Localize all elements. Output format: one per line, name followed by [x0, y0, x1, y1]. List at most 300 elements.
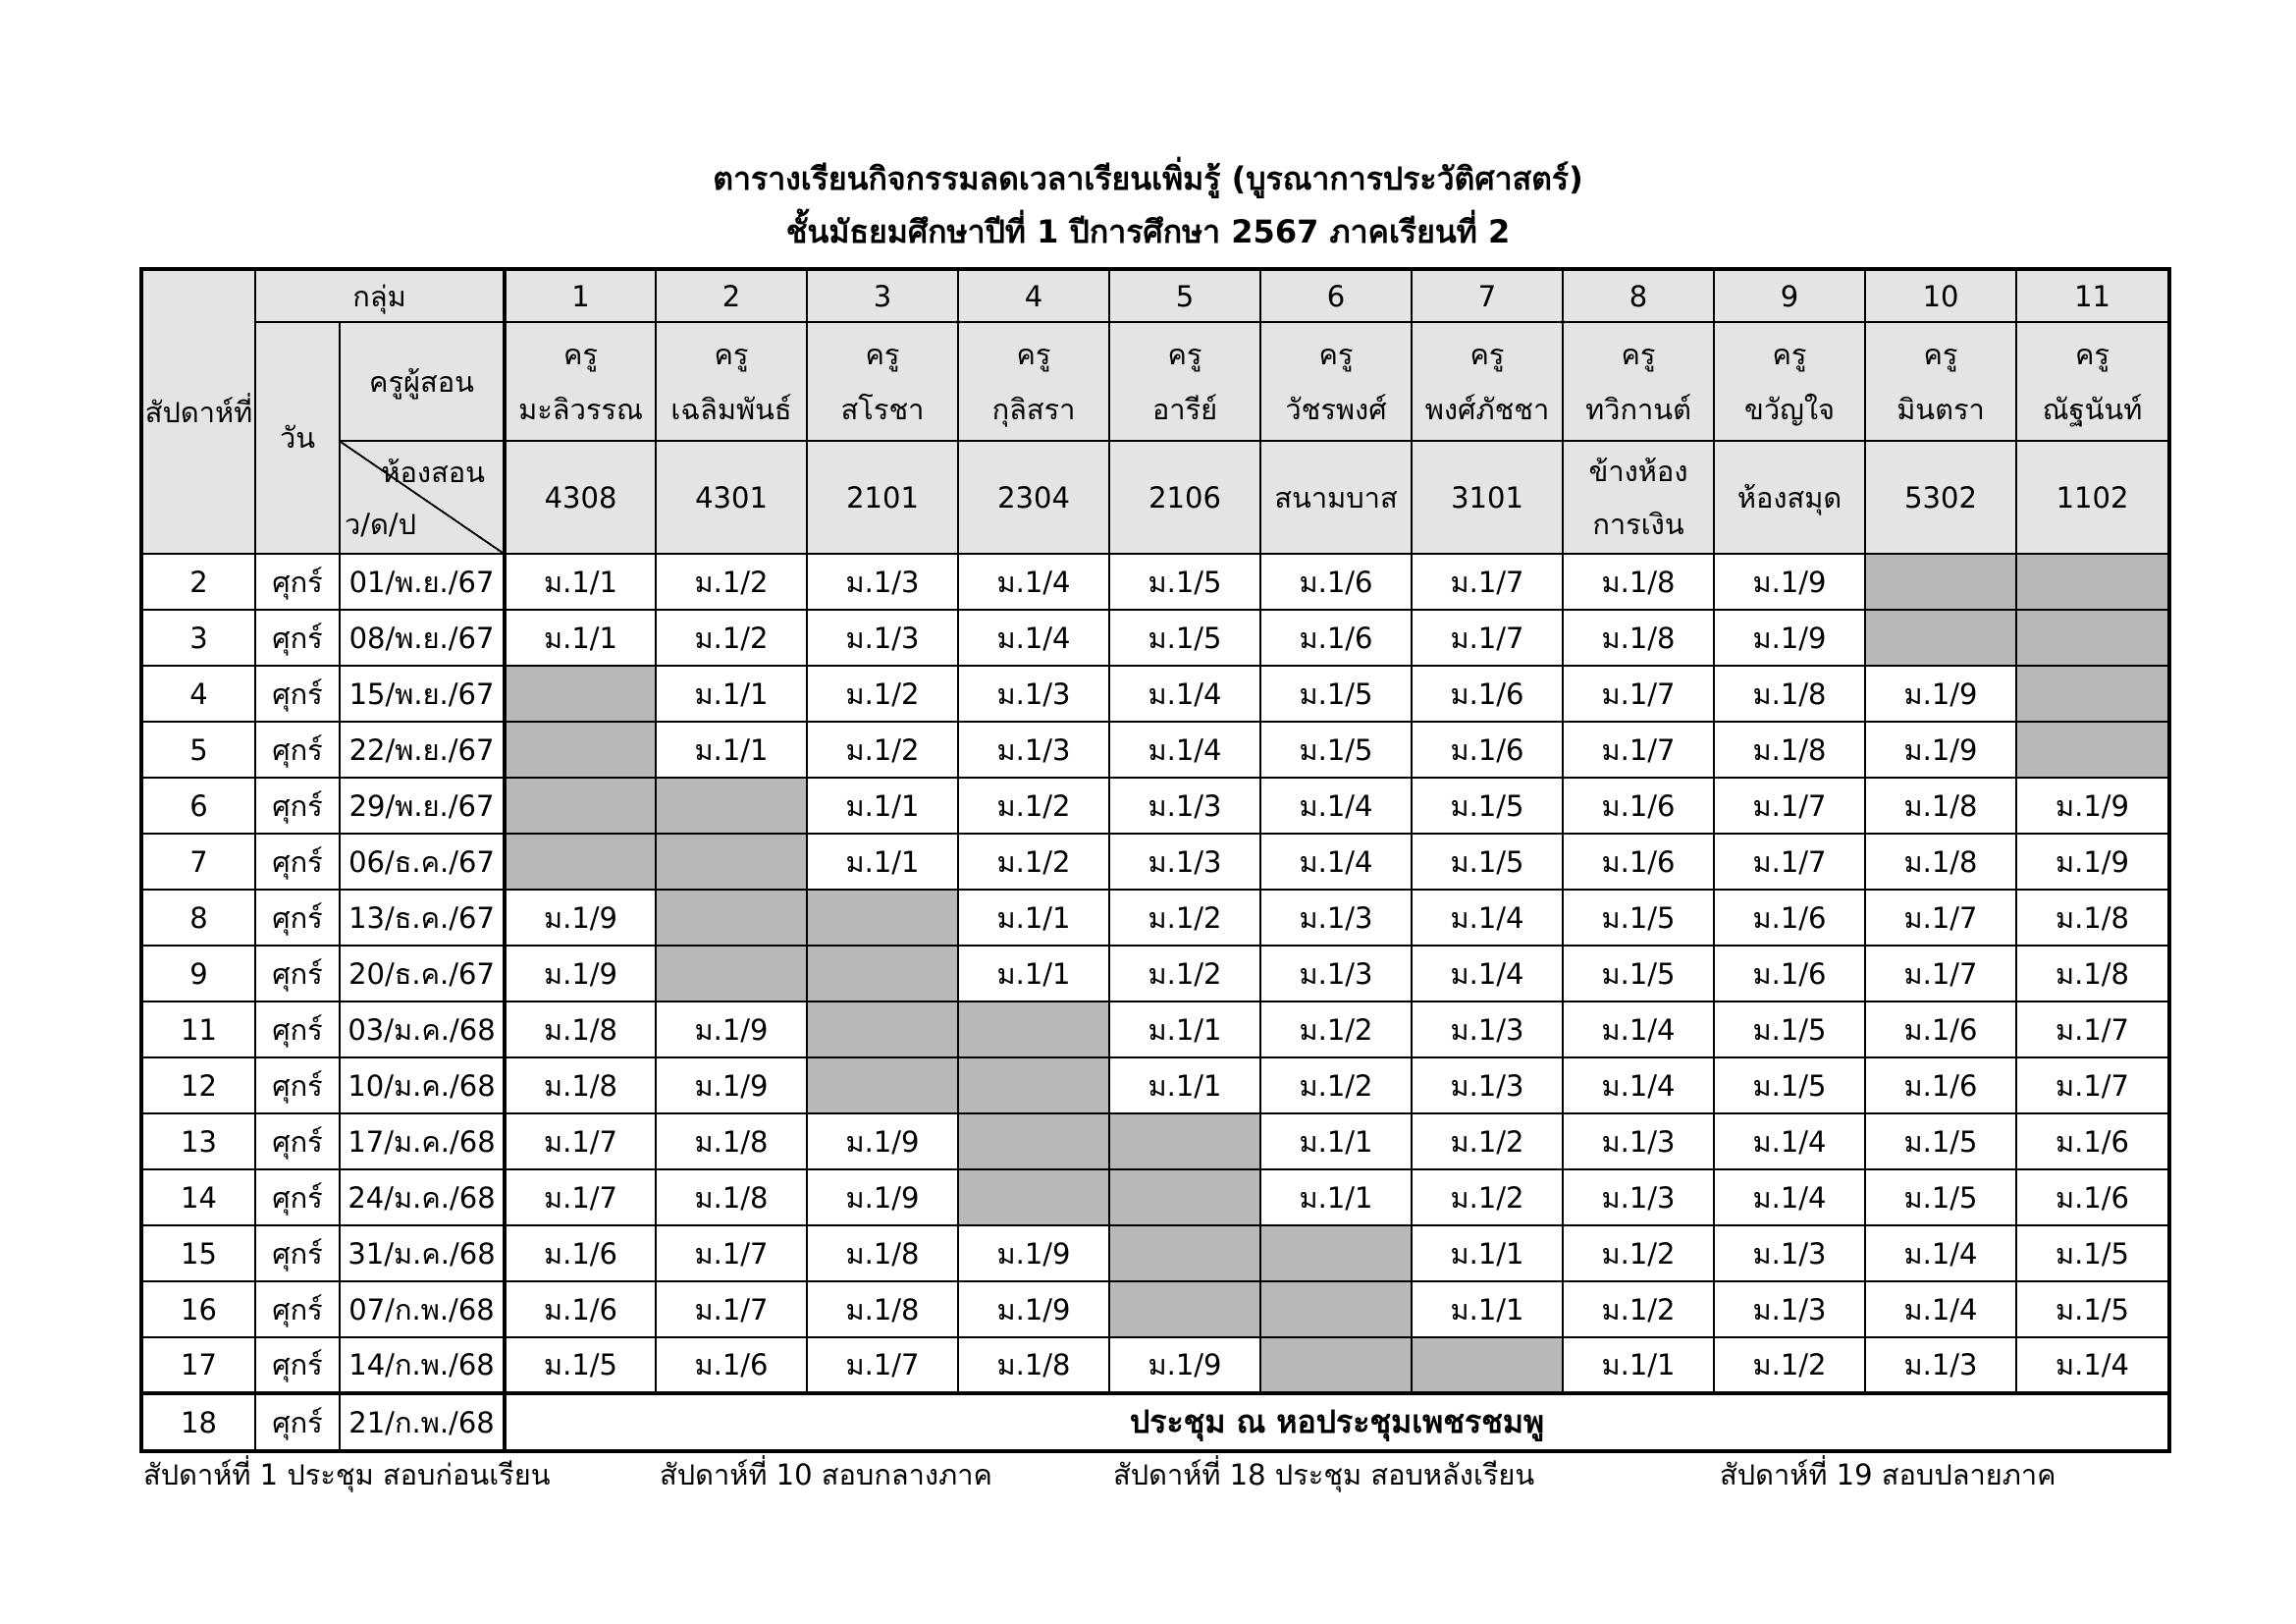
class-cell: ม.1/5	[1714, 1057, 1865, 1113]
class-cell: ม.1/4	[1109, 722, 1260, 778]
group-number: 5	[1109, 269, 1260, 322]
schedule-table	[139, 267, 2171, 1453]
header-teacher: ครูผู้สอน	[340, 322, 505, 441]
class-cell: ม.1/6	[1714, 946, 1865, 1001]
class-cell: ม.1/3	[958, 666, 1109, 722]
empty-slot	[1412, 1337, 1563, 1393]
group-number: 9	[1714, 269, 1865, 322]
teacher-prefix: ครู	[1167, 337, 1202, 371]
table-row	[141, 1169, 2169, 1225]
class-cell: ม.1/9	[656, 1057, 807, 1113]
class-cell: ม.1/1	[1412, 1225, 1563, 1281]
class-cell: ม.1/4	[1714, 1169, 1865, 1225]
day-cell: ศุกร์	[255, 946, 340, 1001]
table-row	[141, 1281, 2169, 1337]
room-cell: ห้องสมุด	[1714, 441, 1865, 554]
room-cell: 5302	[1865, 441, 2016, 554]
class-cell: ม.1/8	[1563, 554, 1714, 610]
date-cell: 13/ธ.ค./67	[340, 890, 505, 946]
header-group: กลุ่ม	[255, 269, 505, 322]
class-cell: ม.1/5	[1412, 778, 1563, 834]
class-cell: ม.1/6	[656, 1337, 807, 1393]
class-cell: ม.1/3	[1563, 1169, 1714, 1225]
table-row	[141, 722, 2169, 778]
class-cell: ม.1/9	[807, 1169, 958, 1225]
class-cell: ม.1/5	[505, 1337, 656, 1393]
date-cell: 06/ธ.ค./67	[340, 834, 505, 890]
class-cell: ม.1/6	[1260, 610, 1412, 666]
class-cell: ม.1/3	[807, 554, 958, 610]
date-cell: 10/ม.ค./68	[340, 1057, 505, 1113]
day-cell: ศุกร์	[255, 1281, 340, 1337]
class-cell: ม.1/5	[1865, 1169, 2016, 1225]
teacher-name: สโรชา	[840, 392, 925, 426]
day-cell: ศุกร์	[255, 610, 340, 666]
table-row	[141, 1001, 2169, 1057]
week-cell: 2	[141, 554, 255, 610]
class-cell: ม.1/3	[1109, 778, 1260, 834]
table-row	[141, 1225, 2169, 1281]
teacher-name: ขวัญใจ	[1744, 392, 1835, 426]
class-cell: ม.1/4	[1714, 1113, 1865, 1169]
class-cell: ม.1/6	[1865, 1057, 2016, 1113]
class-cell: ม.1/8	[1714, 722, 1865, 778]
class-cell: ม.1/7	[656, 1225, 807, 1281]
day-cell: ศุกร์	[255, 778, 340, 834]
class-cell: ม.1/2	[656, 554, 807, 610]
day-cell: ศุกร์	[255, 1393, 340, 1451]
footer-note-week1: สัปดาห์ที่ 1 ประชุม สอบก่อนเรียน	[143, 1458, 551, 1491]
class-cell: ม.1/1	[1109, 1001, 1260, 1057]
class-cell: ม.1/8	[505, 1001, 656, 1057]
room-cell: 3101	[1412, 441, 1563, 554]
class-cell: ม.1/9	[807, 1113, 958, 1169]
week-cell: 12	[141, 1057, 255, 1113]
class-cell: ม.1/7	[1563, 722, 1714, 778]
header-row-groups	[141, 269, 2169, 322]
class-cell: ม.1/5	[1260, 666, 1412, 722]
week-cell: 4	[141, 666, 255, 722]
class-cell: ม.1/2	[1260, 1001, 1412, 1057]
group-number: 3	[807, 269, 958, 322]
class-cell: ม.1/7	[1865, 890, 2016, 946]
class-cell: ม.1/5	[1563, 946, 1714, 1001]
week-cell: 18	[141, 1393, 255, 1451]
class-cell: ม.1/5	[2016, 1225, 2169, 1281]
empty-slot	[656, 890, 807, 946]
class-cell: ม.1/5	[1109, 610, 1260, 666]
week-cell: 6	[141, 778, 255, 834]
class-cell: ม.1/6	[1260, 554, 1412, 610]
teacher-name: ทวิกานต์	[1585, 392, 1691, 426]
teacher-cell	[2016, 322, 2169, 441]
class-cell: ม.1/6	[2016, 1113, 2169, 1169]
day-cell: ศุกร์	[255, 554, 340, 610]
class-cell: ม.1/6	[1714, 890, 1865, 946]
class-cell: ม.1/6	[1412, 666, 1563, 722]
room-cell: 4308	[505, 441, 656, 554]
class-cell: ม.1/2	[1412, 1113, 1563, 1169]
class-cell: ม.1/3	[807, 610, 958, 666]
class-cell: ม.1/1	[1109, 1057, 1260, 1113]
class-cell: ม.1/8	[1563, 610, 1714, 666]
week-cell: 5	[141, 722, 255, 778]
teacher-name: ณัฐนันท์	[2042, 392, 2143, 426]
class-cell: ม.1/4	[1865, 1225, 2016, 1281]
class-cell: ม.1/4	[958, 610, 1109, 666]
group-number: 4	[958, 269, 1109, 322]
empty-slot	[505, 834, 656, 890]
class-cell: ม.1/9	[1865, 722, 2016, 778]
class-cell: ม.1/3	[958, 722, 1109, 778]
class-cell: ม.1/8	[1865, 778, 2016, 834]
teacher-name: กุลิสรา	[991, 392, 1076, 426]
week-cell: 3	[141, 610, 255, 666]
class-cell: ม.1/2	[958, 834, 1109, 890]
class-cell: ม.1/9	[505, 946, 656, 1001]
empty-slot	[2016, 610, 2169, 666]
class-cell: ม.1/4	[1109, 666, 1260, 722]
class-cell: ม.1/3	[1714, 1225, 1865, 1281]
class-cell: ม.1/4	[1412, 946, 1563, 1001]
empty-slot	[656, 946, 807, 1001]
room-cell: 1102	[2016, 441, 2169, 554]
empty-slot	[656, 834, 807, 890]
week-cell: 11	[141, 1001, 255, 1057]
class-cell: ม.1/6	[505, 1281, 656, 1337]
empty-slot	[2016, 666, 2169, 722]
class-cell: ม.1/8	[656, 1169, 807, 1225]
empty-slot	[958, 1057, 1109, 1113]
day-cell: ศุกร์	[255, 834, 340, 890]
class-cell: ม.1/9	[1109, 1337, 1260, 1393]
class-cell: ม.1/9	[1865, 666, 2016, 722]
class-cell: ม.1/5	[1260, 722, 1412, 778]
date-cell: 29/พ.ย./67	[340, 778, 505, 834]
table-row	[141, 554, 2169, 610]
teacher-cell	[1109, 322, 1260, 441]
class-cell: ม.1/1	[656, 722, 807, 778]
table-row	[141, 946, 2169, 1001]
empty-slot	[2016, 554, 2169, 610]
class-cell: ม.1/4	[1260, 834, 1412, 890]
group-number: 7	[1412, 269, 1563, 322]
class-cell: ม.1/2	[1412, 1169, 1563, 1225]
day-cell: ศุกร์	[255, 1169, 340, 1225]
class-cell: ม.1/5	[1865, 1113, 2016, 1169]
class-cell: ม.1/4	[1260, 778, 1412, 834]
teacher-prefix: ครู	[1621, 337, 1656, 371]
class-cell: ม.1/5	[1563, 890, 1714, 946]
teacher-prefix: ครู	[1469, 337, 1505, 371]
class-cell: ม.1/8	[656, 1113, 807, 1169]
date-cell: 14/ก.พ./68	[340, 1337, 505, 1393]
day-cell: ศุกร์	[255, 1113, 340, 1169]
class-cell: ม.1/6	[1563, 778, 1714, 834]
class-cell: ม.1/6	[2016, 1169, 2169, 1225]
teacher-prefix: ครู	[1923, 337, 1958, 371]
class-cell: ม.1/3	[1714, 1281, 1865, 1337]
week-cell: 15	[141, 1225, 255, 1281]
day-cell: ศุกร์	[255, 666, 340, 722]
class-cell: ม.1/4	[1865, 1281, 2016, 1337]
date-cell: 31/ม.ค./68	[340, 1225, 505, 1281]
class-cell: ม.1/8	[1714, 666, 1865, 722]
table-row	[141, 1057, 2169, 1113]
footer-note-week18: สัปดาห์ที่ 18 ประชุม สอบหลังเรียน	[1113, 1458, 1535, 1491]
class-cell: ม.1/6	[1412, 722, 1563, 778]
teacher-cell	[1563, 322, 1714, 441]
teacher-cell	[505, 322, 656, 441]
class-cell: ม.1/3	[1260, 946, 1412, 1001]
empty-slot	[958, 1113, 1109, 1169]
class-cell: ม.1/7	[2016, 1001, 2169, 1057]
class-cell: ม.1/7	[505, 1113, 656, 1169]
class-cell: ม.1/2	[807, 722, 958, 778]
empty-slot	[1109, 1281, 1260, 1337]
class-cell: ม.1/8	[2016, 946, 2169, 1001]
class-cell: ม.1/1	[1412, 1281, 1563, 1337]
header-row-rooms	[141, 441, 2169, 554]
week-cell: 9	[141, 946, 255, 1001]
class-cell: ม.1/2	[1260, 1057, 1412, 1113]
empty-slot	[1865, 610, 2016, 666]
empty-slot	[656, 778, 807, 834]
room-cell: สนามบาส	[1260, 441, 1412, 554]
teacher-cell	[656, 322, 807, 441]
class-cell: ม.1/8	[2016, 890, 2169, 946]
class-cell: ม.1/3	[1563, 1113, 1714, 1169]
class-cell: ม.1/3	[1412, 1001, 1563, 1057]
teacher-name: อารีย์	[1151, 392, 1218, 426]
empty-slot	[1109, 1113, 1260, 1169]
class-cell: ม.1/7	[1412, 610, 1563, 666]
week-cell: 8	[141, 890, 255, 946]
teacher-prefix: ครู	[1318, 337, 1354, 371]
class-cell: ม.1/3	[1109, 834, 1260, 890]
class-cell: ม.1/2	[1563, 1225, 1714, 1281]
class-cell: ม.1/9	[505, 890, 656, 946]
teacher-name: มะลิวรรณ	[518, 392, 643, 426]
class-cell: ม.1/1	[807, 778, 958, 834]
class-cell: ม.1/9	[958, 1281, 1109, 1337]
class-cell: ม.1/7	[2016, 1057, 2169, 1113]
class-cell: ม.1/3	[1412, 1057, 1563, 1113]
empty-slot	[807, 890, 958, 946]
teacher-cell	[1412, 322, 1563, 441]
empty-slot	[2016, 722, 2169, 778]
room-cell: 4301	[656, 441, 807, 554]
empty-slot	[958, 1169, 1109, 1225]
group-number: 2	[656, 269, 807, 322]
teacher-prefix: ครู	[2075, 337, 2109, 371]
class-cell: ม.1/2	[807, 666, 958, 722]
empty-slot	[505, 666, 656, 722]
class-cell: ม.1/4	[958, 554, 1109, 610]
empty-slot	[807, 1001, 958, 1057]
group-number: 6	[1260, 269, 1412, 322]
day-cell: ศุกร์	[255, 722, 340, 778]
class-cell: ม.1/1	[807, 834, 958, 890]
class-cell: ม.1/1	[958, 890, 1109, 946]
empty-slot	[807, 946, 958, 1001]
footer-note-week19: สัปดาห์ที่ 19 สอบปลายภาค	[1720, 1458, 2056, 1491]
page-title: ตารางเรียนกิจกรรมลดเวลาเรียนเพิ่มรู้ (บูรณาการประวัติศาสตร์)	[713, 160, 1583, 197]
teacher-prefix: ครู	[865, 337, 900, 371]
teacher-cell	[958, 322, 1109, 441]
week-cell: 7	[141, 834, 255, 890]
class-cell: ม.1/7	[807, 1337, 958, 1393]
class-cell: ม.1/9	[2016, 778, 2169, 834]
header-row-teachers	[141, 322, 2169, 441]
class-cell: ม.1/9	[958, 1225, 1109, 1281]
date-cell: 20/ธ.ค./67	[340, 946, 505, 1001]
class-cell: ม.1/8	[1865, 834, 2016, 890]
date-cell: 22/พ.ย./67	[340, 722, 505, 778]
meeting-note: ประชุม ณ หอประชุมเพชรชมพู	[505, 1393, 2169, 1451]
class-cell: ม.1/7	[656, 1281, 807, 1337]
date-cell: 17/ม.ค./68	[340, 1113, 505, 1169]
date-cell: 07/ก.พ./68	[340, 1281, 505, 1337]
class-cell: ม.1/2	[1109, 946, 1260, 1001]
class-cell: ม.1/4	[1412, 890, 1563, 946]
empty-slot	[807, 1057, 958, 1113]
class-cell: ม.1/1	[1260, 1169, 1412, 1225]
class-cell: ม.1/2	[1563, 1281, 1714, 1337]
class-cell: ม.1/5	[2016, 1281, 2169, 1337]
class-cell: ม.1/7	[1714, 834, 1865, 890]
class-cell: ม.1/7	[1563, 666, 1714, 722]
class-cell: ม.1/8	[505, 1057, 656, 1113]
week-cell: 17	[141, 1337, 255, 1393]
teacher-prefix: ครู	[1016, 337, 1051, 371]
teacher-prefix: ครู	[1772, 337, 1807, 371]
class-cell: ม.1/1	[656, 666, 807, 722]
class-cell: ม.1/5	[1412, 834, 1563, 890]
empty-slot	[1109, 1225, 1260, 1281]
week-cell: 14	[141, 1169, 255, 1225]
table-row	[141, 778, 2169, 834]
empty-slot	[1109, 1169, 1260, 1225]
date-cell: 21/ก.พ./68	[340, 1393, 505, 1451]
room-cell: 2304	[958, 441, 1109, 554]
date-cell: 01/พ.ย./67	[340, 554, 505, 610]
class-cell: ม.1/8	[958, 1337, 1109, 1393]
class-cell: ม.1/5	[1714, 1001, 1865, 1057]
header-day: วัน	[255, 322, 340, 554]
day-cell: ศุกร์	[255, 1057, 340, 1113]
teacher-prefix: ครู	[714, 337, 749, 371]
class-cell: ม.1/4	[1563, 1057, 1714, 1113]
header-date: ว/ด/ป	[345, 508, 417, 542]
week-cell: 13	[141, 1113, 255, 1169]
group-number: 8	[1563, 269, 1714, 322]
teacher-name: เฉลิมพันธ์	[670, 392, 792, 426]
class-cell: ม.1/8	[807, 1225, 958, 1281]
table-row	[141, 666, 2169, 722]
class-cell: ม.1/1	[505, 610, 656, 666]
empty-slot	[958, 1001, 1109, 1057]
class-cell: ม.1/7	[1865, 946, 2016, 1001]
page-subtitle: ชั้นมัธยมศึกษาปีที่ 1 ปีการศึกษา 2567 ภาคเรียนที่ 2	[785, 213, 1511, 250]
empty-slot	[505, 722, 656, 778]
class-cell: ม.1/2	[958, 778, 1109, 834]
day-cell: ศุกร์	[255, 1337, 340, 1393]
date-cell: 08/พ.ย./67	[340, 610, 505, 666]
teacher-prefix: ครู	[563, 337, 598, 371]
class-cell: ม.1/6	[1563, 834, 1714, 890]
teacher-name: พงศ์ภัชชา	[1424, 392, 1550, 426]
teacher-cell	[1865, 322, 2016, 441]
class-cell: ม.1/1	[1563, 1337, 1714, 1393]
class-cell: ม.1/9	[1714, 610, 1865, 666]
class-cell: ม.1/3	[1865, 1337, 2016, 1393]
empty-slot	[505, 778, 656, 834]
group-number: 10	[1865, 269, 2016, 322]
table-row	[141, 834, 2169, 890]
class-cell: ม.1/2	[1714, 1337, 1865, 1393]
day-cell: ศุกร์	[255, 1225, 340, 1281]
teacher-cell	[807, 322, 958, 441]
class-cell: ม.1/4	[1563, 1001, 1714, 1057]
table-row	[141, 1113, 2169, 1169]
table-row	[141, 890, 2169, 946]
teacher-cell	[1260, 322, 1412, 441]
class-cell: ม.1/1	[1260, 1113, 1412, 1169]
class-cell: ม.1/1	[958, 946, 1109, 1001]
class-cell: ม.1/2	[1109, 890, 1260, 946]
room-cell: 2101	[807, 441, 958, 554]
footer-note-week10: สัปดาห์ที่ 10 สอบกลางภาค	[660, 1458, 992, 1491]
group-number: 1	[505, 269, 656, 322]
empty-slot	[1260, 1337, 1412, 1393]
empty-slot	[1865, 554, 2016, 610]
class-cell: ม.1/9	[2016, 834, 2169, 890]
date-cell: 24/ม.ค./68	[340, 1169, 505, 1225]
class-cell: ม.1/1	[505, 554, 656, 610]
room-cell: ข้างห้อง การเงิน	[1563, 441, 1714, 554]
table-row-meeting	[141, 1393, 2169, 1451]
teacher-name: มินตรา	[1896, 392, 1985, 426]
day-cell: ศุกร์	[255, 1001, 340, 1057]
empty-slot	[1260, 1225, 1412, 1281]
empty-slot	[1260, 1281, 1412, 1337]
class-cell: ม.1/3	[1260, 890, 1412, 946]
class-cell: ม.1/2	[656, 610, 807, 666]
class-cell: ม.1/7	[505, 1169, 656, 1225]
table-row	[141, 610, 2169, 666]
class-cell: ม.1/6	[1865, 1001, 2016, 1057]
teacher-cell	[1714, 322, 1865, 441]
header-week: สัปดาห์ที่	[141, 269, 255, 554]
room-cell: 2106	[1109, 441, 1260, 554]
week-cell: 16	[141, 1281, 255, 1337]
class-cell: ม.1/9	[656, 1001, 807, 1057]
class-cell: ม.1/7	[1714, 778, 1865, 834]
class-cell: ม.1/9	[1714, 554, 1865, 610]
date-cell: 03/ม.ค./68	[340, 1001, 505, 1057]
header-room: ห้องสอน	[381, 456, 486, 490]
day-cell: ศุกร์	[255, 890, 340, 946]
class-cell: ม.1/7	[1412, 554, 1563, 610]
class-cell: ม.1/6	[505, 1225, 656, 1281]
table-row	[141, 1337, 2169, 1393]
class-cell: ม.1/8	[807, 1281, 958, 1337]
date-cell: 15/พ.ย./67	[340, 666, 505, 722]
header-room-date	[340, 441, 505, 554]
class-cell: ม.1/5	[1109, 554, 1260, 610]
teacher-name: วัชรพงศ์	[1285, 392, 1387, 426]
